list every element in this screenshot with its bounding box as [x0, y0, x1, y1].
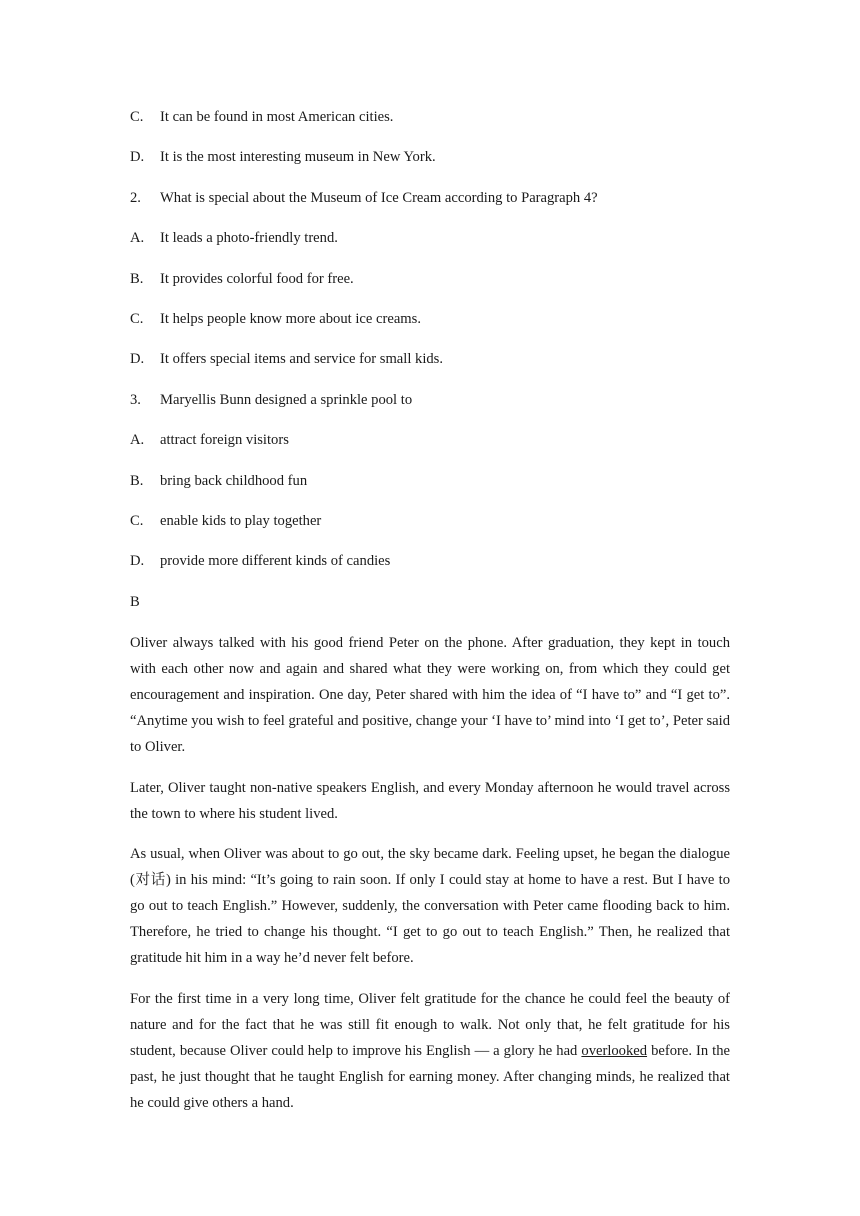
- q2-option-b: [130, 267, 730, 307]
- option-text: It helps people know more about ice creams.: [160, 310, 421, 327]
- q2-option-a: [130, 226, 730, 266]
- passage-paragraph-1: Oliver always talked with his good friend Peter on the phone. After graduation, they kept in touch with each other now and again and shared what they were working on, from which they could get encouragement and inspiration. One day, Peter shared with him the idea of “I have to” and “I get to”. “Anytime you wish to feel grateful and positive, change your ‘I have to’ mind into ‘I get to’, Peter said to Oliver.: [130, 635, 730, 756]
- option-text: It leads a photo-friendly trend.: [160, 230, 338, 247]
- paragraph-text: For the first time in a very long time, Oliver felt gratitude for the chance he could feel the beauty of nature and for the fact that he was still fit enough to walk. Not only that, he felt gratitude for his student, because Oliver could help to improve his English — a glory he had: [130, 990, 730, 1059]
- underlined-word: overlooked: [581, 1042, 648, 1059]
- question-number: 2.: [130, 189, 141, 206]
- q1-option-c: [130, 105, 730, 145]
- option-text: provide more different kinds of candies: [160, 553, 391, 570]
- q2-option-c: [130, 307, 730, 347]
- question-number: 3.: [130, 391, 141, 408]
- exam-page: [130, 105, 730, 1130]
- option-label: C.: [130, 512, 144, 529]
- option-text: It provides colorful food for free.: [160, 270, 354, 287]
- q3-option-c: [130, 509, 730, 549]
- question-text: Maryellis Bunn designed a sprinkle pool to: [160, 391, 413, 408]
- option-text: enable kids to play together: [160, 512, 322, 529]
- option-label: D.: [130, 351, 145, 368]
- question-text: What is special about the Museum of Ice Cream according to Paragraph 4?: [160, 189, 598, 206]
- paragraph-text: before. In the past, he just thought that he taught English for earning money. After changing minds, he realized that he could give others a hand.: [130, 1042, 730, 1111]
- option-label: D.: [130, 553, 145, 570]
- option-label: C.: [130, 310, 144, 327]
- q2-option-d: [130, 347, 730, 387]
- q3-option-d: [130, 549, 730, 589]
- option-label: A.: [130, 432, 145, 449]
- question-3-stem: [130, 388, 730, 428]
- option-text: It can be found in most American cities.: [160, 109, 394, 125]
- option-label: C.: [130, 109, 144, 125]
- passage-paragraph-3: As usual, when Oliver was about to go out, the sky became dark. Feeling upset, he began the dialogue (对话) in his mind: “It’s going to rain soon. If only I could stay at home to have a rest. But I have to go out to teach English.” However, suddenly, the conversation with Peter came flooding back to him. Therefore, he tried to change his thought. “I get to go out to teach English.” Then, he realized that gratitude hit him in a way he’d never felt before.: [130, 846, 730, 967]
- option-text: bring back childhood fun: [160, 472, 308, 489]
- passage-paragraph-4: [130, 986, 730, 1116]
- option-label: B.: [130, 472, 144, 489]
- option-label: D.: [130, 149, 145, 166]
- q3-option-b: [130, 469, 730, 509]
- option-text: attract foreign visitors: [160, 432, 289, 449]
- option-text: It offers special items and service for small kids.: [160, 351, 444, 368]
- option-label: A.: [130, 230, 145, 247]
- q3-option-a: [130, 428, 730, 468]
- q1-option-d: [130, 145, 730, 185]
- section-label: B: [130, 593, 140, 610]
- option-label: B.: [130, 270, 144, 287]
- passage-paragraph-2: Later, Oliver taught non-native speakers English, and every Monday afternoon he would travel across the town to where his student lived.: [130, 779, 730, 822]
- option-text: It is the most interesting museum in New York.: [160, 149, 436, 166]
- question-2-stem: [130, 186, 730, 226]
